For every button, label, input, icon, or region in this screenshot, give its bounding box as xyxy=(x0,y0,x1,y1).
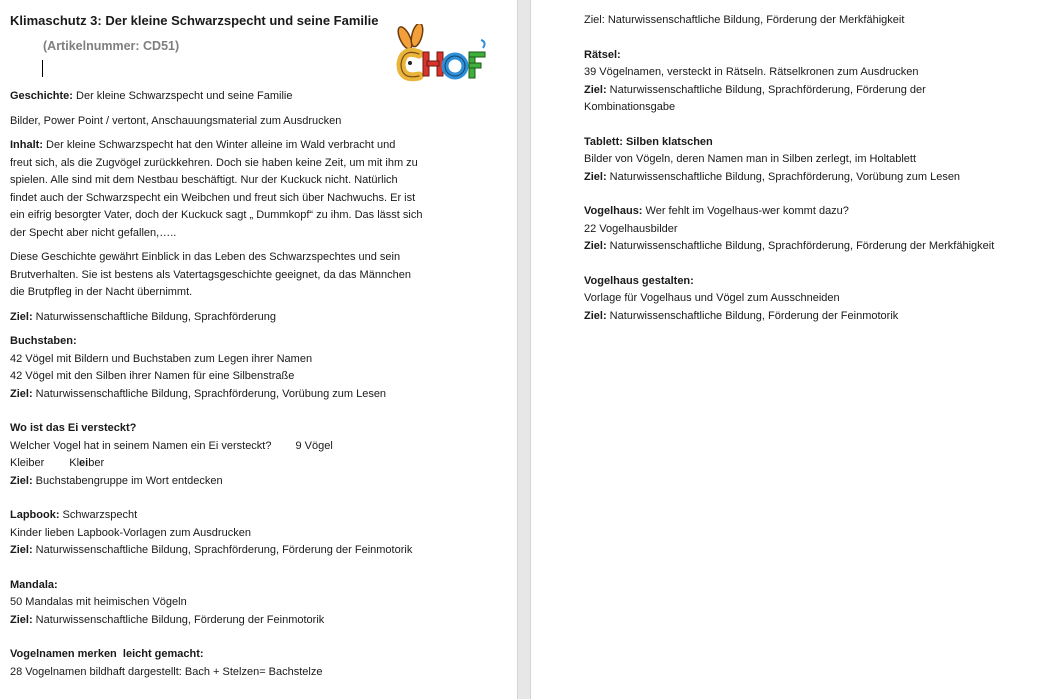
einblick-line: Diese Geschichte gewährt Einblick in das Leben des Schwarzspechtes und sein xyxy=(10,251,401,263)
inhalt-line: Der kleine Schwarzspecht hat den Winter alleine im Wald verbracht und xyxy=(43,139,396,151)
inhalt-line: ein eifrig besorgter Vater, doch der Kuckuck sagt „ Dummkopf“ zu ihm. Das lässt sich xyxy=(10,209,423,221)
ei-example-plain: Kleiber xyxy=(10,457,45,469)
inhalt-line: freut sich, als die Zugvögel zurückkehren. Doch sie haben keine Zeit, um mit ihm zu xyxy=(10,156,418,169)
ziel-line: Ziel: Naturwissenschaftliche Bildung, Förderung der Feinmotorik xyxy=(10,613,325,626)
inhalt-paragraph xyxy=(10,137,480,242)
gestalten-section xyxy=(584,273,1046,326)
right-page-content xyxy=(584,12,1046,325)
ziel-line: Ziel: Naturwissenschaftliche Bildung, Sprachförderung, Förderung der Merkfähigkeit xyxy=(584,240,995,252)
geschichte-line xyxy=(10,88,480,106)
mandala-heading: Mandala: xyxy=(10,578,58,591)
mandala-line: 50 Mandalas mit heimischen Vögeln xyxy=(10,596,187,608)
geschichte-text: Der kleine Schwarzspecht und seine Familie xyxy=(72,90,293,102)
tablett-section xyxy=(584,134,1046,187)
left-page-content xyxy=(10,12,480,681)
inhalt-line: findet auch der Schwarzspecht ein Weibchen und freut sich über Nachwuchs. Er ist xyxy=(10,191,416,204)
vogelhaus-section: Vogelhaus: Wer fehlt im Vogelhaus-wer kommt dazu? 22 Vogelhausbilder Ziel: Naturwissenschaftliche Bildung, Sprachförderung, Förderung der Merkfähigkeit xyxy=(584,203,1046,256)
article-number: (Artikelnummer: CD51) xyxy=(43,39,180,53)
ei-question: Welcher Vogel hat in seinem Namen ein Ei versteckt? xyxy=(10,439,272,452)
ziel-line: Ziel: Naturwissenschaftliche Bildung, Förderung der Feinmotorik xyxy=(584,309,899,322)
ei-count: 9 Vögel xyxy=(295,439,333,452)
ei-section xyxy=(10,420,480,490)
buchstaben-section xyxy=(10,333,480,403)
raetsel-line: 39 Vögelnamen, versteckt in Rätseln. Rätselkronen zum Ausdrucken xyxy=(584,66,919,78)
lapbook-line: Kinder lieben Lapbook-Vorlagen zum Ausdrucken xyxy=(10,526,251,539)
lapbook-label: Lapbook: xyxy=(10,509,60,521)
ei-heading: Wo ist das Ei versteckt? xyxy=(10,422,137,434)
einblick-paragraph xyxy=(10,249,480,302)
inhalt-line: spielen. Alle sind mit dem Nestbau beschäftigt. Nur der Kuckuck nicht. Natürlich xyxy=(10,174,398,186)
document-page-left xyxy=(0,0,517,699)
mandala-section xyxy=(10,577,480,630)
geschichte-label: Geschichte: xyxy=(10,90,73,102)
gestalten-line: Vorlage für Vogelhaus und Vögel zum Ausschneiden xyxy=(584,292,840,304)
ziel-top-line: Ziel: Naturwissenschaftliche Bildung, Förderung der Merkfähigkeit xyxy=(584,14,905,26)
vogelnamen-section xyxy=(10,646,480,681)
ei-example-marked: Kleiber xyxy=(69,457,105,469)
einblick-line: Brutverhalten. Sie ist bestens als Vatertagsgeschichte geeignet, da das Männchen xyxy=(10,268,411,281)
tablett-line: Bilder von Vögeln, deren Namen man in Silben zerlegt, im Holtablett xyxy=(584,153,917,165)
ziel-line: Ziel: Naturwissenschaftliche Bildung, Sprachförderung, Vorübung zum Lesen xyxy=(584,170,961,183)
bilder-line: Bilder, Power Point / vertont, Anschauungsmaterial zum Ausdrucken xyxy=(10,114,342,127)
vogelhaus-label: Vogelhaus: xyxy=(584,205,643,217)
vogelnamen-line: 28 Vogelnamen bildhaft dargestellt: Bach + Stelzen= Bachstelze xyxy=(10,665,323,678)
document-page-right xyxy=(531,0,1050,699)
ziel-line: Ziel: Naturwissenschaftliche Bildung, Sprachförderung xyxy=(10,310,276,323)
buchstaben-line: 42 Vögel mit Bildern und Buchstaben zum Legen ihrer Namen xyxy=(10,352,313,365)
document-title: Klimaschutz 3: Der kleine Schwarzspecht und seine Familie xyxy=(10,13,379,28)
lapbook-section: Lapbook: Schwarzspecht Kinder lieben Lapbook-Vorlagen zum Ausdrucken Ziel: Naturwissenschaftliche Bildung, Sprachförderung, Förderung der Feinmotorik xyxy=(10,507,480,560)
ziel-line: Ziel: Naturwissenschaftliche Bildung, Sprachförderung, Vorübung zum Lesen xyxy=(10,387,387,400)
text-caret xyxy=(42,60,43,77)
tablett-heading: Tablett: Silben klatschen xyxy=(584,135,713,148)
ziel-line: Ziel: Buchstabengruppe im Wort entdecken xyxy=(10,474,223,487)
ziel-line: Ziel: Naturwissenschaftliche Bildung, Sprachförderung, Förderung der xyxy=(584,83,926,96)
buchstaben-heading: Buchstaben: xyxy=(10,335,77,347)
vogelnamen-heading: Vogelnamen merken leicht gemacht: xyxy=(10,648,204,660)
ziel-label: Ziel: xyxy=(10,310,33,323)
inhalt-label: Inhalt: xyxy=(10,139,43,151)
buchstaben-line: 42 Vögel mit den Silben ihrer Namen für eine Silbenstraße xyxy=(10,370,295,382)
raetsel-heading: Rätsel: xyxy=(584,48,621,61)
einblick-line: die Brutpfleg in der Nacht übernimmt. xyxy=(10,286,193,298)
page-gutter xyxy=(517,0,531,699)
vogelhaus-line: 22 Vogelhausbilder xyxy=(584,222,678,235)
ziel-line: Ziel: Naturwissenschaftliche Bildung, Sprachförderung, Förderung der Feinmotorik xyxy=(10,544,413,556)
text-cursor-line[interactable] xyxy=(10,60,480,78)
inhalt-line: der Specht aber nicht gefallen,….. xyxy=(10,226,177,239)
raetsel-section xyxy=(584,47,1046,117)
gestalten-heading: Vogelhaus gestalten: xyxy=(584,274,694,287)
ziel-line-cont: Kombinationsgabe xyxy=(584,101,676,113)
